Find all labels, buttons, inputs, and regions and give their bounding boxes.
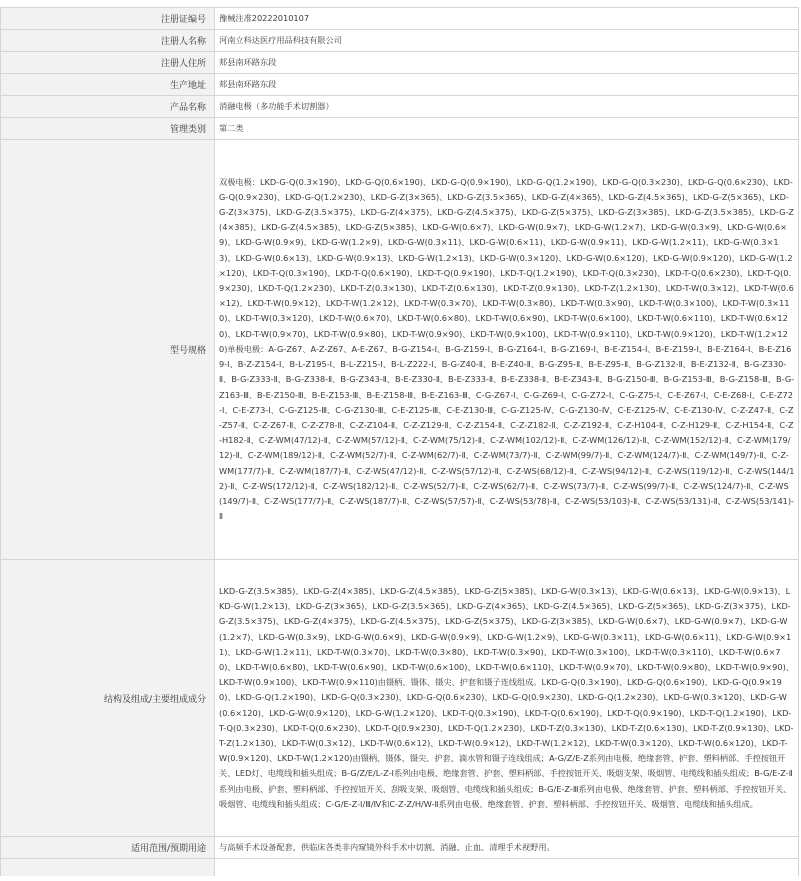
table-row [1,30,799,52]
table-row [1,140,799,560]
field-label [1,859,215,877]
registrant-name: 河南立科达医疗用品科技有限公司 [215,30,799,52]
field-label: 注册证编号 [1,8,215,30]
table-row [1,118,799,140]
table-row [1,96,799,118]
table-row [1,8,799,30]
registrant-address: 郏县南环路东段 [215,52,799,74]
structure-composition: LKD-G-Z(3.5×385)、LKD-G-Z(4×385)、LKD-G-Z(4.5×385)、LKD-G-Z(5×385)、LKD-G-W(0.3×13)、LKD-G-W(0.6×13)、LKD-G-W(0.9×13)、LKD-G-W(1.2×13)、LKD-G-Z(3×365)、LKD-G-Z(3.5×365)、LKD-G-Z(4×365)、LKD-G-Z(4.5×365)、LKD-G-Z(5×365)、LKD-G-Z(3×375)、LKD-G-Z(3.5×375)、LKD-G-Z(4×375)、LKD-G-Z(4.5×375)、LKD-G-Z(5×375)、LKD-G-Z(3×385)、LKD-G-W(0.6×7)、LKD-G-W(0.9×7)、LKD-G-W(1.2×7)、LKD-G-W(0.3×9)、LKD-G-W(0.6×9)、LKD-G-W(0.9×9)、LKD-G-W(1.2×9)、LKD-G-W(0.3×11)、LKD-G-W(0.6×11)、LKD-G-W(0.9×11)、LKD-G-W(1.2×11)、LKD-T-W(0.3×70)、LKD-T-W(0.3×80)、LKD-T-W(0.3×90)、LKD-T-W(0.3×100)、LKD-T-W(0.3×110)、LKD-T-W(0.6×70)、LKD-T-W(0.6×80)、LKD-T-W(0.6×90)、LKD-T-W(0.6×100)、LKD-T-W(0.6×110)、LKD-T-W(0.9×70)、LKD-T-W(0.9×80)、LKD-T-W(0.9×90)、LKD-T-W(0.9×100)、LKD-T-W(0.9×110)由镊柄、镊体、镊尖、护套和镊子连线组成。LKD-G-Q(0.3×190)、LKD-G-Q(0.6×190)、LKD-G-Q(0.9×190)、LKD-G-Q(1.2×190)、LKD-G-Q(0.3×230)、LKD-G-Q(0.6×230)、LKD-G-Q(0.9×230)、LKD-G-Q(1.2×230)、LKD-G-W(0.3×120)、LKD-G-W(0.6×120)、LKD-G-W(0.9×120)、LKD-G-W(1.2×120)、LKD-T-Q(0.3×190)、LKD-T-Q(0.6×190)、LKD-T-Q(0.9×190)、LKD-T-Q(1.2×190)、LKD-T-Q(0.3×230)、LKD-T-Q(0.6×230)、LKD-T-Q(0.9×230)、LKD-T-Q(1.2×230)、LKD-T-Z(0.3×130)、LKD-T-Z(0.6×130)、LKD-T-Z(0.9×130)、LKD-T-Z(1.2×130)、LKD-T-W(0.3×12)、LKD-T-W(0.6×12)、LKD-T-W(0.9×12)、LKD-T-W(1.2×12)、LKD-T-W(0.3×120)、LKD-T-W(0.6×120)、LKD-T-W(0.9×120)、LKD-T-W(1.2×120)由镊柄、镊体、镊尖、护套、滴水管和镊子连线组成；A-G/Z/E-Z系列由电极、绝缘套管、护套、塑料柄部、手控按钮开关、LED灯、电缆线和插头组成；B-G/Z/E/L-Z-Ⅰ系列由电极、绝缘套管、护套、塑料柄部、手控按钮开关、吸烟支架、吸烟管、电缆线和插头组成；B-G/E-Z-Ⅱ系列由电极、护套、塑料柄部、手控按钮开关、刮吸支架、吸烟管、电缆线和插头组成；B-G/E-Z-Ⅲ系列由电极、绝缘套管、护套、塑料柄部、手控按钮开关、吸烟管、电缆线和插头组成；C-G/E-Z-Ⅰ/Ⅲ/Ⅳ和C-Z-Z/H/W-Ⅱ系列由电极、绝缘套管、护套、塑料柄部、手控按钮开关、吸烟管、电缆线和插头组成。 [215,560,799,837]
field-value [215,859,799,877]
registration-number: 豫械注准20222010107 [215,8,799,30]
field-label: 适用范围/预期用途 [1,837,215,859]
table-row [1,859,799,877]
intended-use: 与高频手术设备配套，供临床各类非内窥镜外科手术中切割、消融、止血、清理手术视野用。 [215,837,799,859]
field-label: 注册人住所 [1,52,215,74]
production-address: 郏县南环路东段 [215,74,799,96]
table-row [1,52,799,74]
table-row [1,837,799,859]
field-label: 结构及组成/主要组成成分 [1,560,215,837]
field-label: 注册人名称 [1,30,215,52]
field-label: 产品名称 [1,96,215,118]
field-label: 生产地址 [1,74,215,96]
field-label: 管理类别 [1,118,215,140]
model-specifications: 双极电极：LKD-G-Q(0.3×190)、LKD-G-Q(0.6×190)、LKD-G-Q(0.9×190)、LKD-G-Q(1.2×190)、LKD-G-Q(0.3×230)、LKD-G-Q(0.6×230)、LKD-G-Q(0.9×230)、LKD-G-Q(1.2×230)、LKD-G-Z(3×365)、LKD-G-Z(3.5×365)、LKD-G-Z(4×365)、LKD-G-Z(4.5×365)、LKD-G-Z(5×365)、LKD-G-Z(3×375)、LKD-G-Z(3.5×375)、LKD-G-Z(4×375)、LKD-G-Z(4.5×375)、LKD-G-Z(5×375)、LKD-G-Z(3×385)、LKD-G-Z(3.5×385)、LKD-G-Z(4×385)、LKD-G-Z(4.5×385)、LKD-G-Z(5×385)、LKD-G-W(0.6×7)、LKD-G-W(0.9×7)、LKD-G-W(1.2×7)、LKD-G-W(0.3×9)、LKD-G-W(0.6×9)、LKD-G-W(0.9×9)、LKD-G-W(1.2×9)、LKD-G-W(0.3×11)、LKD-G-W(0.6×11)、LKD-G-W(0.9×11)、LKD-G-W(1.2×11)、LKD-G-W(0.3×13)、LKD-G-W(0.6×13)、LKD-G-W(0.9×13)、LKD-G-W(1.2×13)、LKD-G-W(0.3×120)、LKD-G-W(0.6×120)、LKD-G-W(0.9×120)、LKD-G-W(1.2×120)、LKD-T-Q(0.3×190)、LKD-T-Q(0.6×190)、LKD-T-Q(0.9×190)、LKD-T-Q(1.2×190)、LKD-T-Q(0.3×230)、LKD-T-Q(0.6×230)、LKD-T-Q(0.9×230)、LKD-T-Q(1.2×230)、LKD-T-Z(0.3×130)、LKD-T-Z(0.6×130)、LKD-T-Z(0.9×130)、LKD-T-Z(1.2×130)、LKD-T-W(0.3×12)、LKD-T-W(0.6×12)、LKD-T-W(0.9×12)、LKD-T-W(1.2×12)、LKD-T-W(0.3×70)、LKD-T-W(0.3×80)、LKD-T-W(0.3×90)、LKD-T-W(0.3×100)、LKD-T-W(0.3×110)、LKD-T-W(0.3×120)、LKD-T-W(0.6×70)、LKD-T-W(0.6×80)、LKD-T-W(0.6×90)、LKD-T-W(0.6×100)、LKD-T-W(0.6×110)、LKD-T-W(0.6×120)、LKD-T-W(0.9×70)、LKD-T-W(0.9×80)、LKD-T-W(0.9×90)、LKD-T-W(0.9×100)、LKD-T-W(0.9×110)、LKD-T-W(0.9×120)、LKD-T-W(1.2×120)单极电极：A-G-Z67、A-Z-Z67、A-E-Z67、B-G-Z154-Ⅰ、B-G-Z159-Ⅰ、B-G-Z164-Ⅰ、B-G-Z169-Ⅰ、B-E-Z154-Ⅰ、B-E-Z159-Ⅰ、B-E-Z164-Ⅰ、B-E-Z169-Ⅰ、B-Z-Z154-Ⅰ、B-L-Z195-Ⅰ、B-L-Z215-Ⅰ、B-L-Z222-Ⅰ、B-G-Z40-Ⅱ、B-E-Z40-Ⅱ、B-G-Z95-Ⅱ、B-E-Z95-Ⅱ、B-G-Z132-Ⅱ、B-E-Z132-Ⅱ、B-G-Z330-Ⅱ、B-G-Z333-Ⅱ、B-G-Z338-Ⅱ、B-G-Z343-Ⅱ、B-E-Z330-Ⅱ、B-E-Z333-Ⅱ、B-E-Z338-Ⅱ、B-E-Z343-Ⅱ、B-G-Z150-Ⅲ、B-G-Z153-Ⅲ、B-G-Z158-Ⅲ、B-G-Z163-Ⅲ、B-E-Z150-Ⅲ、B-E-Z153-Ⅲ、B-E-Z158-Ⅲ、B-E-Z163-Ⅲ、C-G-Z67-Ⅰ、C-G-Z69-Ⅰ、C-G-Z72-Ⅰ、C-G-Z75-Ⅰ、C-E-Z67-Ⅰ、C-E-Z68-Ⅰ、C-E-Z72-Ⅰ、C-E-Z73-Ⅰ、C-G-Z125-Ⅲ、C-G-Z130-Ⅲ、C-E-Z125-Ⅲ、C-E-Z130-Ⅲ、C-G-Z125-Ⅳ、C-G-Z130-Ⅳ、C-E-Z125-Ⅳ、C-E-Z130-Ⅳ、C-Z-Z47-Ⅱ、C-Z-Z57-Ⅱ、C-Z-Z67-Ⅱ、C-Z-Z78-Ⅱ、C-Z-Z104-Ⅱ、C-Z-Z129-Ⅱ、C-Z-Z154-Ⅱ、C-Z-Z182-Ⅱ、C-Z-Z192-Ⅱ、C-Z-H104-Ⅱ、C-Z-H129-Ⅱ、C-Z-H154-Ⅱ、C-Z-H182-Ⅱ、C-Z-WM(47/12)-Ⅱ、C-Z-WM(57/12)-Ⅱ、C-Z-WM(75/12)-Ⅱ、C-Z-WM(102/12)-Ⅱ、C-Z-WM(126/12)-Ⅱ、C-Z-WM(152/12)-Ⅱ、C-Z-WM(179/12)-Ⅱ、C-Z-WM(189/12)-Ⅱ、C-Z-WM(52/7)-Ⅱ、C-Z-WM(62/7)-Ⅱ、C-Z-WM(73/7)-Ⅱ、C-Z-WM(99/7)-Ⅱ、C-Z-WM(124/7)-Ⅱ、C-Z-WM(149/7)-Ⅱ、C-Z-WM(177/7)-Ⅱ、C-Z-WM(187/7)-Ⅱ、C-Z-WS(47/12)-Ⅱ、C-Z-WS(57/12)-Ⅱ、C-Z-WS(68/12)-Ⅱ、C-Z-WS(94/12)-Ⅱ、C-Z-WS(119/12)-Ⅱ、C-Z-WS(144/12)-Ⅱ、C-Z-WS(172/12)-Ⅱ、C-Z-WS(182/12)-Ⅱ、C-Z-WS(52/7)-Ⅱ、C-Z-WS(62/7)-Ⅱ、C-Z-WS(73/7)-Ⅱ、C-Z-WS(99/7)-Ⅱ、C-Z-WS(124/7)-Ⅱ、C-Z-WS(149/7)-Ⅱ、C-Z-WS(177/7)-Ⅱ、C-Z-WS(187/7)-Ⅱ、C-Z-WS(57/57)-Ⅱ、C-Z-WS(53/78)-Ⅱ、C-Z-WS(53/103)-Ⅱ、C-Z-WS(53/131)-Ⅱ、C-Z-WS(53/141)-Ⅱ [215,140,799,560]
field-label: 型号规格 [1,140,215,560]
management-category: 第二类 [215,118,799,140]
table-row [1,74,799,96]
table-row [1,560,799,837]
registration-info-table [0,7,799,876]
product-name: 消融电极（多功能手术切割器） [215,96,799,118]
